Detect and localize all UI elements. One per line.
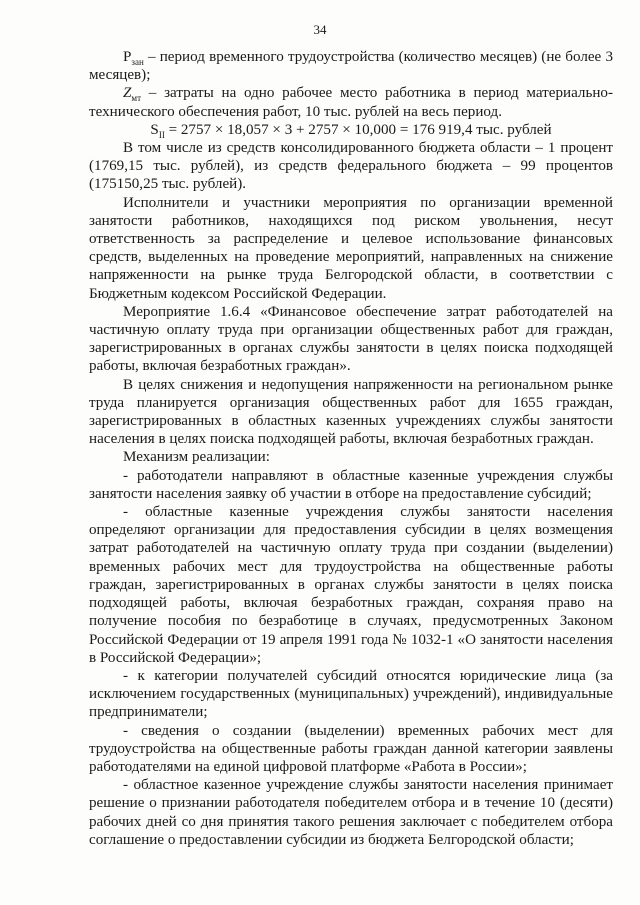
- list-item: - областные казенные учреждения службы занятости населения определяют организации для предоставления субсидии в целях возмещения затрат работодателей на частичную оплату труда при создании (выделении) временных рабочих мест для трудоустройства на общественные работы граждан, зарегистрированных в органах службы занятости в целях поиска подходящей работы, включая безработных граждан, сохраняя право на получение пособия по безработице в случаях, предусмотренных Законом Российской Федерации от 19 апреля 1991 года № 1032-1 «О занятости населения в Российской Федерации»;: [89, 504, 613, 666]
- symbol-subscript: мт: [131, 93, 142, 104]
- paragraph-z-mt: [89, 84, 613, 120]
- list-item: - сведения о создании (выделении) временных рабочих мест для трудоустройства на общественные работы граждан данной категории заявлены работодателями на единой цифровой платформе «Работа в России»;: [89, 722, 613, 775]
- paragraph-measure-title: Мероприятие 1.6.4 «Финансовое обеспечение затрат работодателей на частичную оплату труда при организации общественных работ для граждан, зарегистрированных в органах службы занятости в целях поиска подходящей работы, включая безработных граждан».: [89, 303, 613, 375]
- list-item: - работодатели направляют в областные казенные учреждения службы занятости населения заявку об участии в отборе на предоставление субсидий;: [89, 467, 613, 502]
- symbol: Z: [123, 85, 132, 102]
- paragraph-goal: В целях снижения и недопущения напряженности на региональном рынке труда планируется организация общественных работ для 1655 граждан, зарегистрированных в областных казенных учреждениях службы занятости населения в целях поиска подходящей работы, включая безработных граждан.: [89, 376, 613, 448]
- paragraph-responsibility: Исполнители и участники мероприятия по организации временной занятости работников, находящихся под риском увольнения, несут ответственность за распределение и целевое использование финансовых средств, выделенных на проведение мероприятий, направленных на снижение напряженности на рынке труда Белгородской области, в соответствии с Бюджетным кодексом Российской Федерации.: [89, 194, 613, 302]
- formula-text: = 2757 × 18,057 × 3 + 2757 × 10,000 = 176 919,4 тыс. рублей: [164, 121, 552, 138]
- list-item: - к категории получателей субсидий относятся юридические лица (за исключением государственных (муниципальных) учреждений), индивидуальные предприниматели;: [89, 667, 613, 721]
- list-item: - областное казенное учреждение службы занятости населения принимает решение о признании работодателя победителем отбора и в течение 10 (десяти) рабочих дней со дня принятия такого решения заключает с победителем отбора соглашение о предоставлении субсидии из бюджета Белгородской области;: [89, 777, 613, 848]
- paragraph-budget-split: В том числе из средств консолидированного бюджета области – 1 процент (1769,15 тыс. рублей), из средств федерального бюджета – 99 процентов (175150,25 тыс. рублей).: [89, 140, 613, 193]
- symbol: P: [123, 49, 132, 65]
- paragraph-text: – затраты на одно рабочее место работника в период материально-технического обеспечения работ, 10 тыс. рублей на весь период.: [89, 85, 613, 120]
- paragraph-p-zan: [89, 48, 613, 84]
- page-number: 34: [313, 22, 327, 37]
- formula-line: [89, 121, 613, 139]
- document-body: [89, 48, 613, 849]
- symbol-subscript: зан: [131, 57, 144, 68]
- symbol: S: [150, 121, 159, 138]
- symbol-subscript: II: [158, 129, 165, 140]
- paragraph-text: – период временного трудоустройства (количество месяцев) (не более 3 месяцев);: [89, 49, 613, 84]
- paragraph-mechanism-heading: Механизм реализации:: [123, 449, 270, 466]
